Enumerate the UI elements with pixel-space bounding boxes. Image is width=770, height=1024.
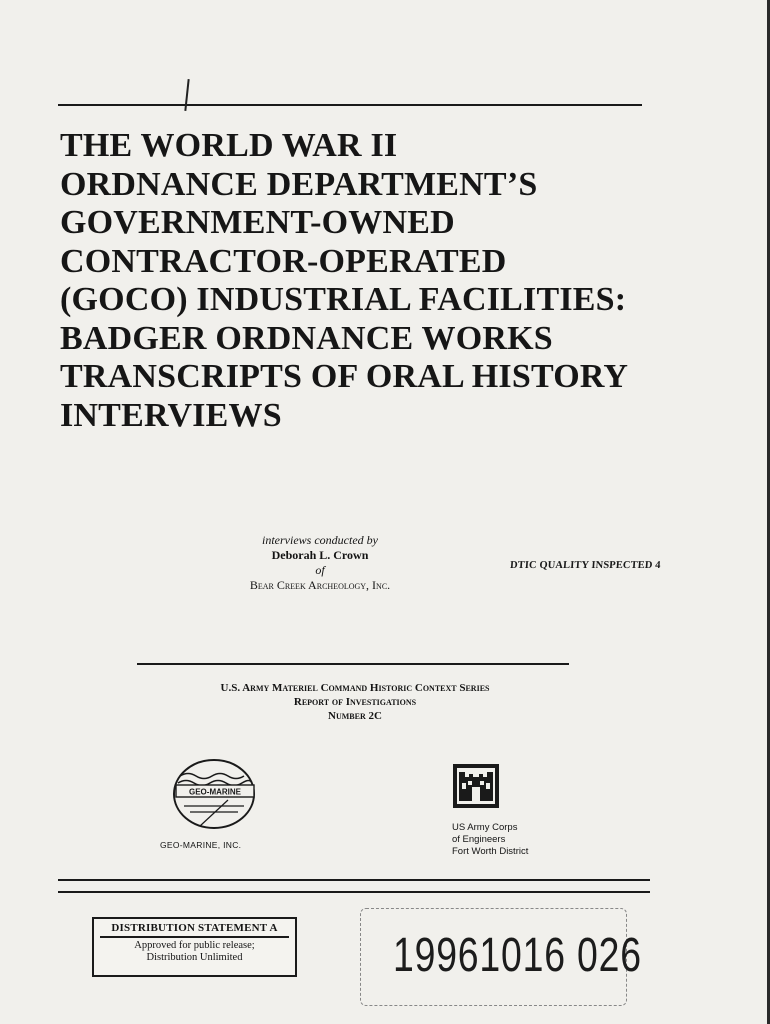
series-number: Number 2C [328,710,382,722]
geo-marine-icon [170,756,260,836]
credits-organization: Bear Creek Archeology, Inc. [249,578,391,592]
distribution-line: Approved for public release; [134,940,255,951]
distribution-heading: DISTRIBUTION STATEMENT A [100,922,289,938]
accession-number: 19961016 026 [393,929,642,982]
geo-marine-caption: GEO-MARINE, INC. [160,840,242,850]
credits-intro: interviews conducted by [262,533,378,547]
corps-line: of Engineers [452,834,506,845]
distribution-line: Distribution Unlimited [146,952,243,963]
pencil-mark [184,79,189,111]
document-title [60,127,710,435]
series-name: U.S. Army Materiel Command Historic Context Series [220,682,490,694]
army-corps-logo [452,763,500,814]
credits-author: Deborah L. Crown [271,548,369,562]
series-report: Report of Investigations [293,696,417,708]
credits-block [225,533,415,593]
geo-marine-badge: GEO-MARINE [189,787,241,797]
bottom-rule-upper [58,879,650,881]
bottom-rule-lower [58,891,650,893]
geo-marine-logo [170,756,260,841]
distribution-statement [92,917,297,977]
title-line: CONTRACTOR-OPERATED [60,242,507,280]
title-line: (GOCO) INDUSTRIAL FACILITIES: [60,281,627,318]
title-line: THE WORLD WAR II [60,127,398,164]
army-corps-caption [452,822,528,858]
credits-of: of [315,563,325,577]
title-line: BADGER ORDNANCE WORKS [60,319,553,357]
title-line: TRANSCRIPTS OF ORAL HISTORY [60,358,629,395]
title-line: INTERVIEWS [60,396,282,434]
dtic-quality-stamp: DTIC QUALITY INSPECTED 4 [509,560,661,571]
series-block [140,681,570,723]
castle-icon [452,763,500,809]
corps-line: Fort Worth District [452,846,529,857]
top-rule [58,104,642,106]
title-line: ORDNANCE DEPARTMENT’S [60,165,538,203]
title-line: GOVERNMENT-OWNED [60,204,455,241]
corps-line: US Army Corps [452,822,518,833]
credits-rule [137,663,569,665]
